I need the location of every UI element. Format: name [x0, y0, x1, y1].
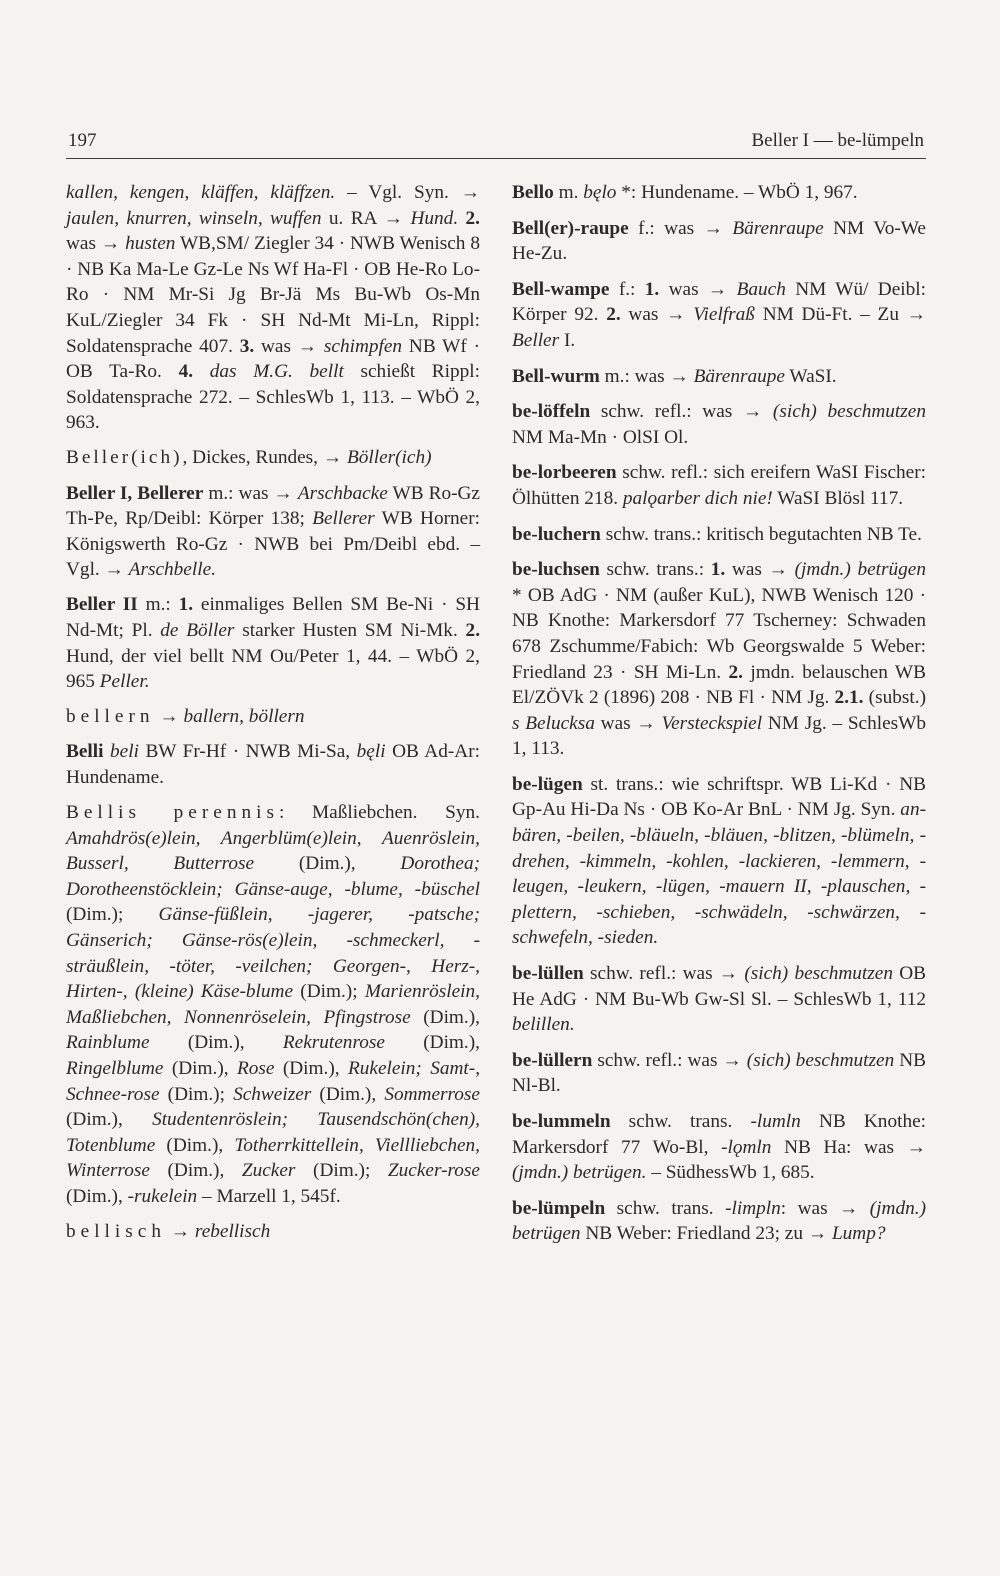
page-header	[66, 130, 926, 159]
entry-bello: Bello m. bęlo *: Hundename. – WbÖ 1, 967.	[512, 182, 858, 203]
entry-belummeln: be-lummeln schw. trans. -lumln NB Knothe: Markersdorf 77 Wo-Bl, -lǫmln NB Ha: was → (jmdn.) betrügen. – SüdhessWb 1, 685.	[512, 1111, 926, 1184]
entry-belorbeeren: be-lorbeeren schw. refl.: sich ereifern WaSI Fischer: Ölhütten 218. palǫarber dich nie! WaSI Blösl 117.	[512, 462, 926, 509]
entry-beluchern: be-luchern schw. trans.: kritisch begutachten NB Te.	[512, 523, 922, 545]
entry-beller-i: Beller I, Bellerer m.: was → Arschbacke WB Ro-Gz Th-Pe, Rp/Deibl: Körper 138; Bellerer WB Horner: Königswerth Ro-Gz · NWB bei Pm/Deibl ebd. – Vgl. → Arschbelle.	[66, 482, 480, 581]
entry-beller-ii: Beller II m.: 1. einmaliges Bellen SM Be-Ni · SH Nd-Mt; Pl. de Böller starker Husten SM Ni-Mk. 2. Hund, der viel bellt NM Ou/Peter 1, 44. – WbÖ 2, 965 Peller.	[66, 594, 481, 693]
entry-bellen-cont: kallen, kengen, kläffen, kläffzen. – Vgl. Syn. → jaulen, knurren, winseln, wuffen u. RA → Hund. 2. was → husten WB,SM/ Ziegler 34 · NWB Wenisch 8 · NB Ka Ma-Le Gz-Le Ns Wf Ha-Fl · OB He-Ro Lo-Ro · NM Mr-Si Jg Br-Jä Ms Bu-Wb Os-Mn KuL/Ziegler 34 Fk · SH Nd-Mt Mi-Ln, Rippl: Soldatensprache 407. 3. was → schimpfen NB Wf · OB Ta-Ro. 4. das M.G. bellt schießt Rippl: Soldatensprache 272. – SchlesWb 1, 113. – WbÖ 2, 963.	[66, 182, 481, 434]
entry-bellisch: bellisch → rebellisch	[66, 1221, 271, 1243]
entry-bellis: Bellis perennis: Maßliebchen. Syn. Amahdrös(e)lein, Angerblüm(e)lein, Auenröslein, Busserl, Butterrose (Dim.), Dorothea; Dorotheenstöcklein; Gänse-auge, -blume, -büschel (Dim.); Gänse-füßlein, -jagerer, -patsche; Gänserich; Gänse-rös(e)lein, -schmeckerl, -sträußlein, -töter, -veilchen; Georgen-, Herz-, Hirten-, (kleine) Käse-blume (Dim.); Marienröslein, Maßliebchen, Nonnenröselein, Pfingstrose (Dim.), Rainblume (Dim.), Rekrutenrose (Dim.), Ringelblume (Dim.), Rose (Dim.), Rukelein; Samt-, Schnee-rose (Dim.); Schweizer (Dim.), Sommerrose (Dim.), Studentenröslein; Tausendschön(chen), Totenblume (Dim.), Totherrkittellein, Viellliebchen, Winterrose (Dim.), Zucker (Dim.); Zucker-rose (Dim.), -rukelein – Marzell 1, 545f.	[66, 802, 481, 1207]
entry-beluchsen: be-luchsen schw. trans.: 1. was → (jmdn.) betrügen * OB AdG · NM (außer KuL), NWB Wenisch 120 · NB Knothe: Markersdorf 77 Tscherney: Schwaden 678 Zschumme/Fabich: Wb Georgswalde 5 Weber: Friedland 23 · SH Mi-Ln. 2. jmdn. belauschen WB El/ZÖVk 2 (1896) 208 · NB Fl · NM Jg. 2.1. (subst.) s Belucksa was → Versteckspiel NM Jg. – SchlesWb 1, 113.	[512, 559, 927, 760]
entry-bellwampe: Bell-wampe f.: 1. was → Bauch NM Wü/ Deibl: Körper 92. 2. was → Vielfraß NM Dü-Ft. – Zu → Beller I.	[512, 278, 927, 351]
entry-beluempeln: be-lümpeln schw. trans. -limpln: was → (jmdn.) betrügen NB Weber: Friedland 23; zu → Lump?	[512, 1197, 926, 1245]
running-head: Beller I — be-lümpeln	[751, 130, 924, 151]
entry-belli: Belli beli BW Fr-Hf · NWB Mi-Sa, bęli OB Ad-Ar: Hundename.	[66, 741, 480, 788]
right-column	[512, 180, 926, 1257]
entry-bellerich: Beller(ich), Dickes, Rundes, → Böller(ich)	[66, 447, 432, 469]
entry-bellraupe: Bell(er)-raupe f.: was → Bärenraupe NM Vo-We He-Zu.	[512, 217, 926, 265]
page-number: 197	[68, 130, 97, 151]
entry-belullen: be-lüllen schw. refl.: was → (sich) beschmutzen OB He AdG · NM Bu-Wb Gw-Sl Sl. – SchlesWb 1, 112 belillen.	[512, 963, 926, 1036]
entry-beloeffeln: be-löffeln schw. refl.: was → (sich) beschmutzen NM Ma-Mn · OlSI Ol.	[512, 401, 926, 448]
entry-belullern: be-lüllern schw. refl.: was → (sich) beschmutzen NB Nl-Bl.	[512, 1049, 927, 1097]
entry-beluegen: be-lügen st. trans.: wie schriftspr. WB Li-Kd · NB Gp-Au Hi-Da Ns · OB Ko-Ar BnL · NM Jg. Syn. an-bären, -beilen, -bläueln, -bläuen, -blitzen, -blümeln, -drehen, -kimmeln, -kohlen, -lackieren, -lemmern, -leugen, -leukern, -lügen, -mauern II, -plauschen, -plettern, -schieben, -schwädeln, -schwärzen, -schwefeln, -sieden.	[512, 773, 926, 949]
left-column	[66, 180, 480, 1254]
entry-bellern: bellern → ballern, böllern	[66, 706, 305, 728]
entry-bellwurm: Bell-wurm m.: was → Bärenraupe WaSI.	[512, 365, 837, 387]
